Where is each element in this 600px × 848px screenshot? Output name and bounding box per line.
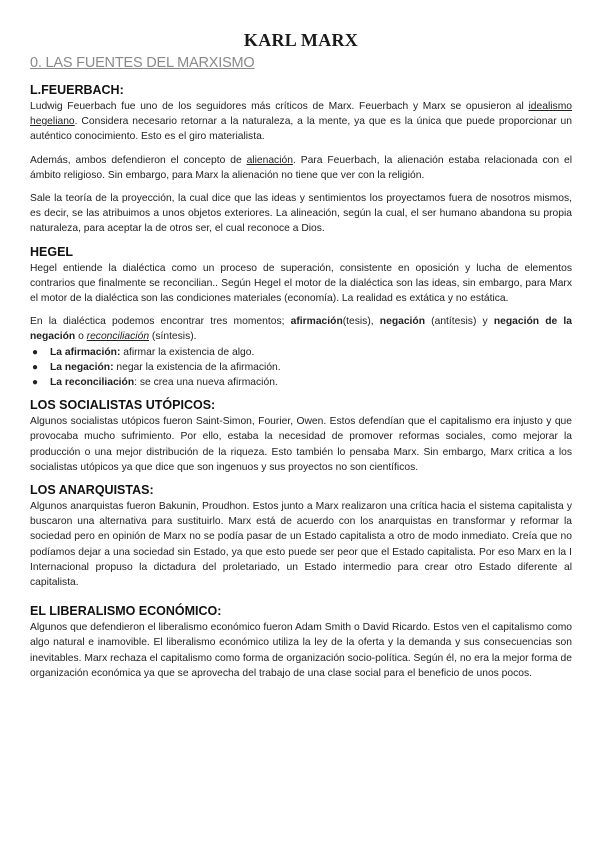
document-title: KARL MARX (243, 30, 359, 50)
hegel-paragraph-1: Hegel entiende la dialéctica como un proceso de superación, consistente en oposición y lucha de elementos contrarios que finalmente se reconcilian.. Según Hegel el motor de la dialéctica son las ideas, sin embargo, para Marx el motor de la dialéctica son las condiciones materiales (economía). La realidad es extática y no estática. (30, 262, 572, 305)
text-span: (síntesis). (149, 331, 197, 343)
feuerbach-paragraph-3: Sale la teoría de la proyección, la cual dice que las ideas y sentimientos los proyectamos fuera de nosotros mismos, es decir, se las atribuimos a unos objetos exteriores. La alineación, según la cual, el ser humano abandona su propia naturaleza, para aceptar la de otros ser, el cual reconoce a Dios. (30, 193, 572, 235)
text-span: (antítesis) y (425, 316, 494, 328)
text-span: (tesis), (342, 316, 380, 328)
dialectic-moments-list (30, 345, 572, 391)
list-item (30, 375, 572, 390)
bold-term: negación (379, 316, 425, 328)
underlined-term-alienacion: alienación (246, 154, 293, 166)
socialistas-paragraph: Algunos socialistas utópicos fueron Saint-Simon, Fourier, Owen. Estos defendían que el capitalismo era injusto y que provocaba mucho sufrimiento. Por ello, estaba la necesidad de promover reformas sociales, como mejorar la producción o una mejor distribución de la riqueza. Esto también lo pensaba Marx. Sin embargo, Marx critica a los socialistas utópicos ya que dice que son ingenuos y sus proyectos no son científicos. (30, 416, 572, 473)
heading-hegel: HEGEL (30, 244, 74, 259)
bold-term: afirmación (290, 316, 343, 328)
bold-term: negación de la negación (30, 316, 572, 343)
text-span: Ludwig Feuerbach fue uno de los seguidores más críticos de Marx. Feuerbach y Marx se opusieron al (30, 101, 529, 112)
bullet-term: La negación: (50, 361, 114, 373)
bullet-text: negar la existencia de la afirmación. (113, 361, 281, 373)
heading-feuerbach: L.FEUERBACH: (30, 83, 124, 97)
feuerbach-paragraph-1 (30, 99, 572, 145)
bullet-term: La afirmación: (50, 346, 121, 358)
heading-anarquistas: LOS ANARQUISTAS: (30, 483, 154, 498)
bullet-icon: ● (32, 361, 39, 373)
heading-socialistas: LOS SOCIALISTAS UTÓPICOS: (30, 398, 216, 413)
bullet-text: afirmar la existencia de algo. (120, 346, 255, 358)
document-page (30, 30, 572, 689)
section-title: 0. LAS FUENTES DEL MARXISMO (30, 55, 255, 71)
list-item (30, 345, 572, 360)
bullet-term: La reconciliación (50, 377, 135, 389)
list-item (30, 360, 572, 375)
text-span: o (75, 331, 87, 343)
bullet-text: : se crea una nueva afirmación. (134, 377, 278, 389)
underlined-italic-term: reconciliación (86, 331, 150, 343)
underlined-term-idealismo: idealismo hegeliano (30, 101, 572, 128)
text-span: En la dialéctica podemos encontrar tres momentos; (30, 316, 291, 328)
liberalismo-paragraph: Algunos que defendieron el liberalismo económico fueron Adam Smith o David Ricardo. Estos ven el capitalismo como algo natural e inamovible. El liberalismo económico utiliza la ley de la oferta y la demanda y sus consecuencias son inevitables. Marx rechaza el capitalismo como forma de organización socio-política. Según él, no era la mejor forma de organización económica ya que se aprovecha del trabajo de una clase social para el beneficio de unos pocos. (30, 622, 572, 679)
text-span: . Considera necesario retornar a la naturaleza, a la mente, ya que es la única que puede proporcionar un auténtico conocimiento. Esto es el giro materialista. (30, 116, 572, 143)
feuerbach-paragraph-2 (30, 153, 572, 183)
anarquistas-paragraph: Algunos anarquistas fueron Bakunin, Proudhon. Estos junto a Marx realizaron una crítica hacia el sistema capitalista y buscaron una alternativa para sustituirlo. Marx está de acuerdo con los anarquistas en transformar y reformar la sociedad pero en opinión de Marx no se podía pasar de un Estado capitalista a otro de modo inmediato. Creía que no podíamos dejar a una sociedad sin Estado, ya que esto puede ser peor que el Estado capitalista. Por eso Marx en la I Internacional propuso la dictadura del proletariado, un Estado intermedio para crear otro Estado diferente al capitalista. (30, 501, 572, 589)
bullet-icon: ● (32, 346, 39, 358)
bullet-icon: ● (32, 377, 39, 389)
text-span: . Para Feuerbach, la alienación estaba relacionada con el ámbito religioso. Sin embargo, para Marx la alienación no tiene que ver con la religión. (30, 154, 572, 181)
hegel-paragraph-2 (30, 314, 572, 344)
heading-liberalismo: EL LIBERALISMO ECONÓMICO: (30, 604, 222, 619)
text-span: Además, ambos defendieron el concepto de (30, 154, 247, 166)
